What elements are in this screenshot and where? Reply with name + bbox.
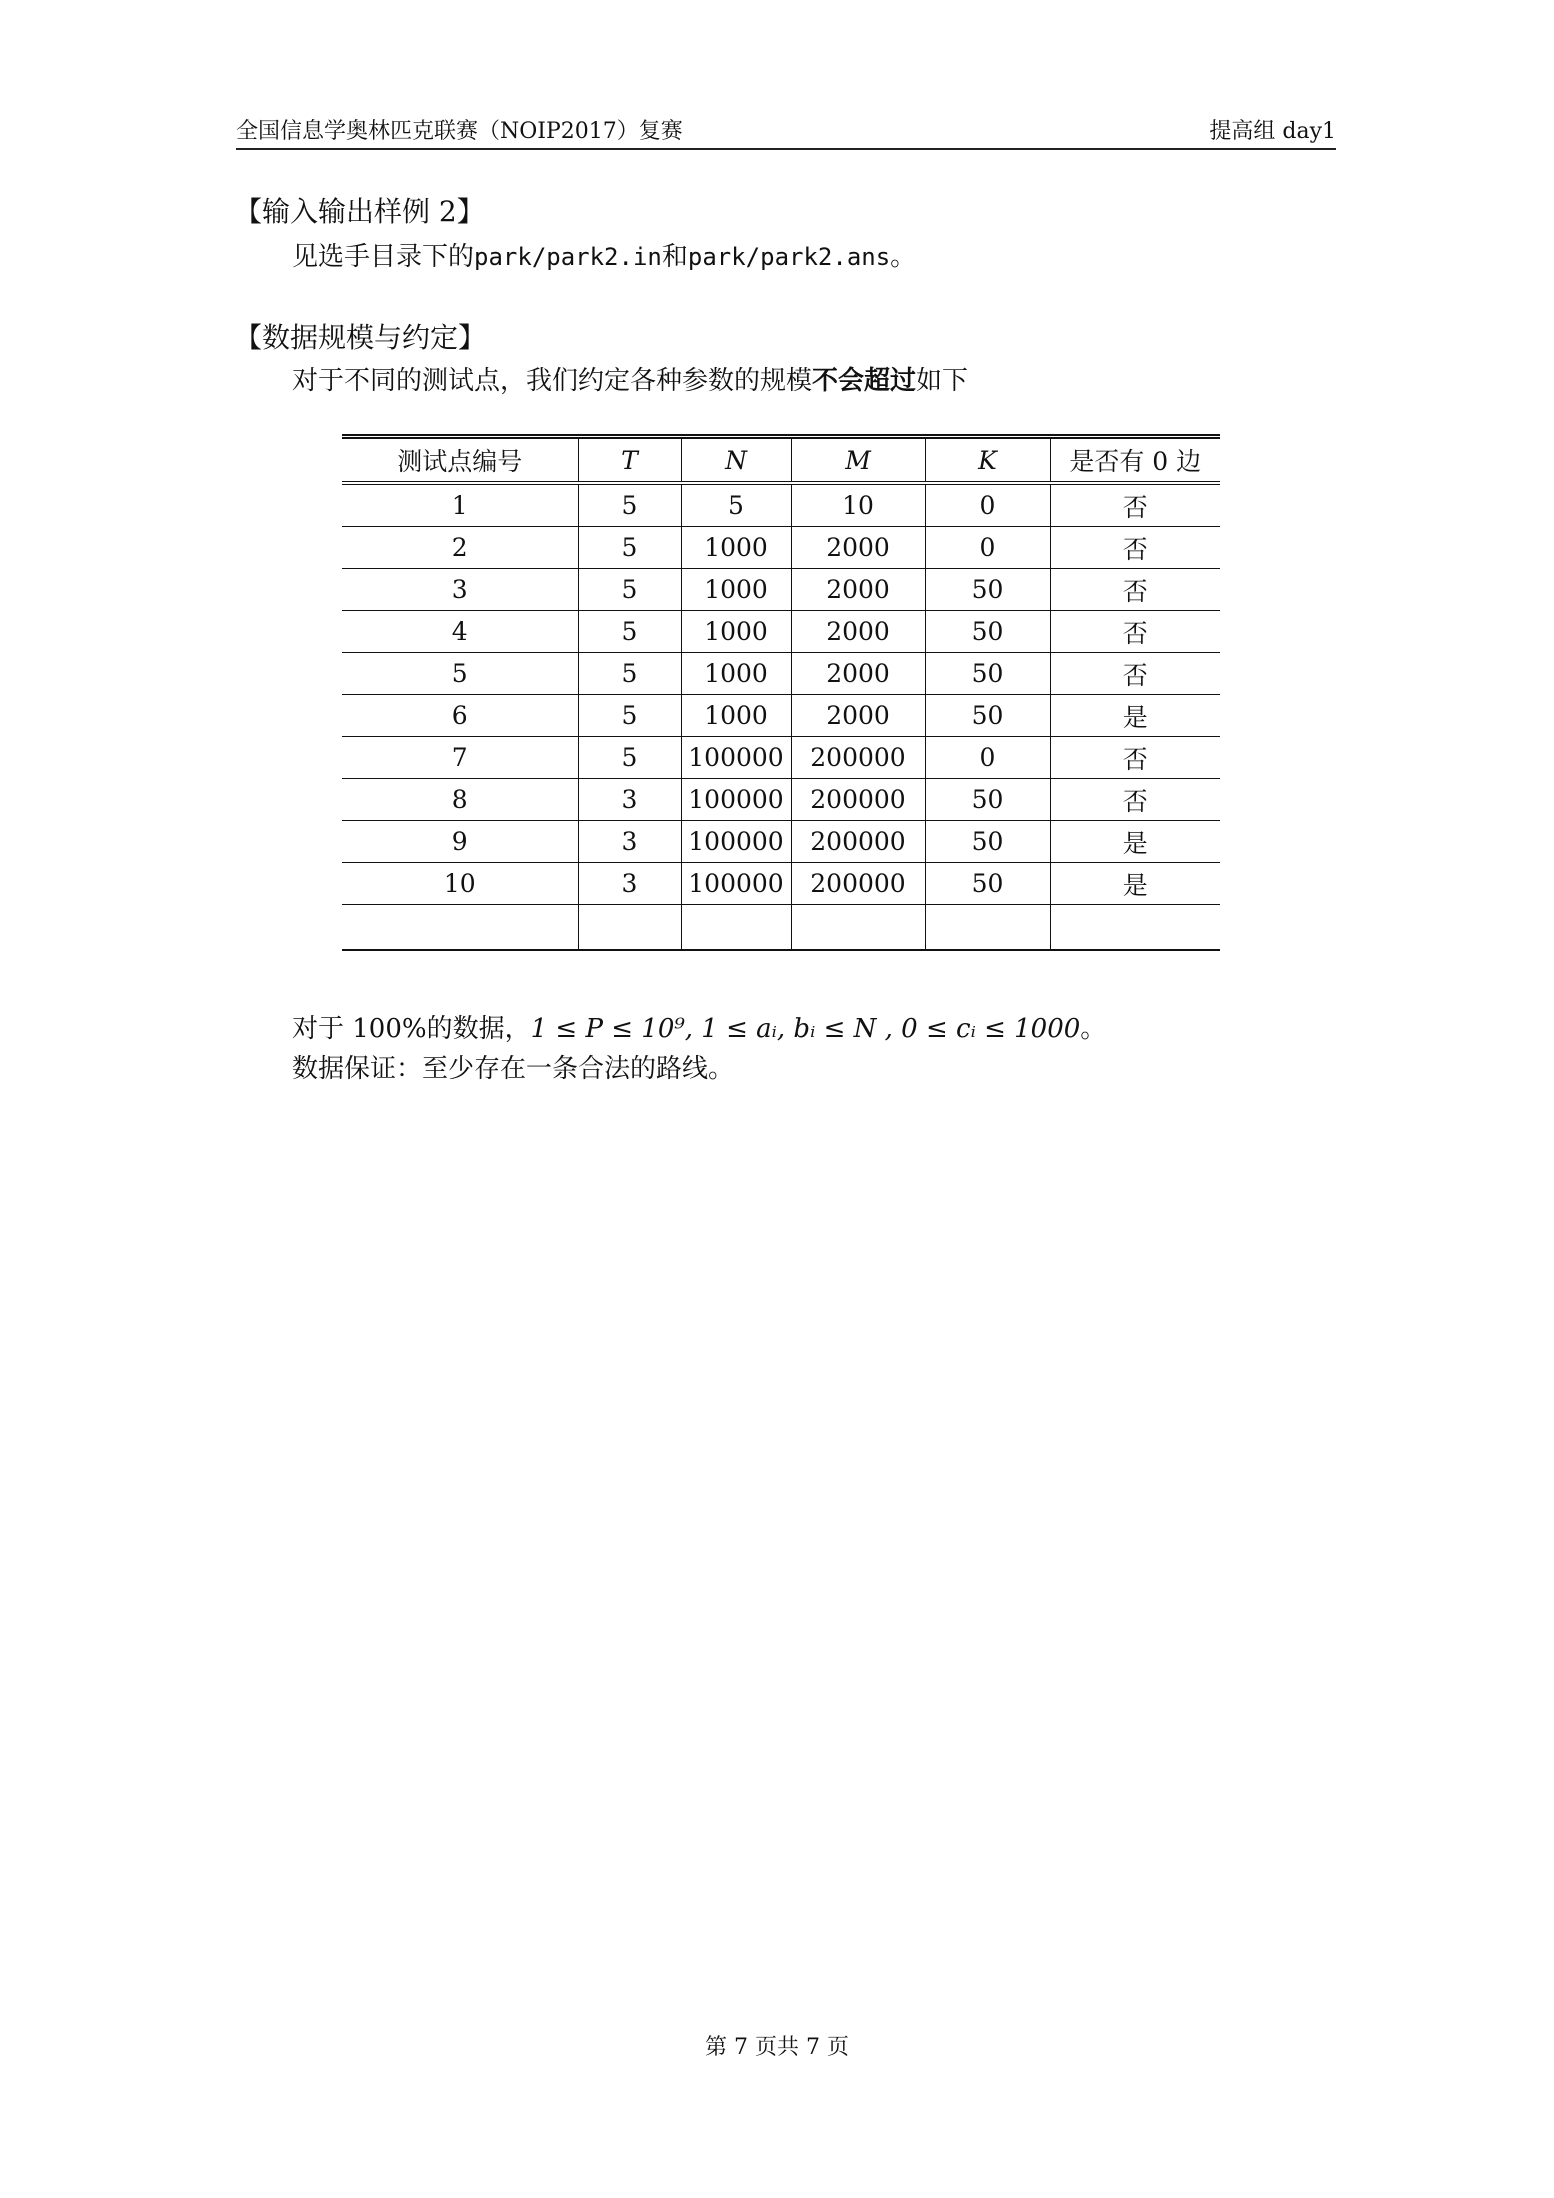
table-cell: 1000 bbox=[681, 569, 791, 611]
table-cell: 否 bbox=[1050, 737, 1220, 779]
constraint-note-1 bbox=[292, 1008, 1106, 1045]
table-cell: 2000 bbox=[791, 611, 925, 653]
table-cell: 50 bbox=[925, 653, 1050, 695]
table-cell: 5 bbox=[578, 695, 681, 737]
table-cell: 5 bbox=[681, 483, 791, 527]
sample-2-text bbox=[292, 236, 916, 273]
table-cell: 3 bbox=[342, 569, 578, 611]
table-header-row bbox=[342, 437, 1220, 484]
page-header bbox=[236, 112, 1336, 150]
table-cell: 200000 bbox=[791, 821, 925, 863]
table-cell: 否 bbox=[1050, 527, 1220, 569]
table-cell: 5 bbox=[578, 611, 681, 653]
constraints-table bbox=[342, 434, 1220, 951]
table-row bbox=[342, 863, 1220, 905]
sample-2-heading: 【输入输出样例 2】 bbox=[234, 195, 485, 228]
table-cell: 10 bbox=[342, 863, 578, 905]
table-cell: 50 bbox=[925, 821, 1050, 863]
table-cell: 否 bbox=[1050, 779, 1220, 821]
table-row bbox=[342, 779, 1220, 821]
table-cell: 6 bbox=[342, 695, 578, 737]
table-row bbox=[342, 611, 1220, 653]
table-cell: 1000 bbox=[681, 653, 791, 695]
table-cell: 50 bbox=[925, 779, 1050, 821]
table-cell bbox=[925, 905, 1050, 951]
table-cell: 50 bbox=[925, 611, 1050, 653]
table-cell bbox=[342, 905, 578, 951]
table-cell: 2000 bbox=[791, 653, 925, 695]
constraint-note-end: 。 bbox=[1080, 1014, 1107, 1044]
table-cell: 2 bbox=[342, 527, 578, 569]
constraints-intro bbox=[292, 360, 968, 397]
table-cell: 3 bbox=[578, 863, 681, 905]
table-cell: 0 bbox=[925, 483, 1050, 527]
table-cell: 10 bbox=[791, 483, 925, 527]
table-cell: 8 bbox=[342, 779, 578, 821]
column-header: M bbox=[791, 437, 925, 484]
input-file-name: park/park2.in bbox=[474, 243, 662, 271]
table-cell: 5 bbox=[578, 569, 681, 611]
table-cell: 4 bbox=[342, 611, 578, 653]
table-cell: 5 bbox=[342, 653, 578, 695]
column-header: K bbox=[925, 437, 1050, 484]
table-row bbox=[342, 527, 1220, 569]
table-body bbox=[342, 483, 1220, 950]
table-cell: 0 bbox=[925, 737, 1050, 779]
table-cell: 2000 bbox=[791, 527, 925, 569]
table-cell: 100000 bbox=[681, 779, 791, 821]
contest-title: 全国信息学奥林匹克联赛（NOIP2017）复赛 bbox=[236, 119, 683, 144]
table-row bbox=[342, 905, 1220, 951]
table-cell: 50 bbox=[925, 569, 1050, 611]
table-cell: 否 bbox=[1050, 653, 1220, 695]
constraint-note-prefix: 对于 100%的数据， bbox=[292, 1014, 531, 1044]
constraints-intro-bold: 不会超过 bbox=[812, 366, 917, 396]
column-header: T bbox=[578, 437, 681, 484]
table-cell: 否 bbox=[1050, 569, 1220, 611]
column-header: N bbox=[681, 437, 791, 484]
answer-file-name: park/park2.ans bbox=[687, 243, 891, 271]
table-cell: 100000 bbox=[681, 821, 791, 863]
table-cell: 50 bbox=[925, 695, 1050, 737]
table-cell: 5 bbox=[578, 527, 681, 569]
table-cell: 3 bbox=[578, 821, 681, 863]
table-cell: 5 bbox=[578, 653, 681, 695]
table-row bbox=[342, 569, 1220, 611]
table-cell: 200000 bbox=[791, 737, 925, 779]
table-cell: 200000 bbox=[791, 863, 925, 905]
column-header: 测试点编号 bbox=[342, 437, 578, 484]
table-cell: 1000 bbox=[681, 611, 791, 653]
sample-2-prefix: 见选手目录下的 bbox=[292, 242, 475, 272]
table-cell bbox=[791, 905, 925, 951]
table-cell: 1000 bbox=[681, 695, 791, 737]
sample-2-and: 和 bbox=[661, 242, 688, 272]
constraint-formula: 1 ≤ P ≤ 10⁹, 1 ≤ aᵢ, bᵢ ≤ N , 0 ≤ cᵢ ≤ 1000 bbox=[530, 1014, 1081, 1044]
table-cell: 0 bbox=[925, 527, 1050, 569]
table-cell: 1 bbox=[342, 483, 578, 527]
group-day-label: 提高组 day1 bbox=[1209, 119, 1336, 144]
table-cell: 100000 bbox=[681, 737, 791, 779]
table-cell bbox=[578, 905, 681, 951]
table-cell: 1000 bbox=[681, 527, 791, 569]
sample-2-end: 。 bbox=[890, 242, 917, 272]
table-row bbox=[342, 737, 1220, 779]
table-cell: 是 bbox=[1050, 863, 1220, 905]
table-cell bbox=[681, 905, 791, 951]
table-cell bbox=[1050, 905, 1220, 951]
constraint-note-2: 数据保证：至少存在一条合法的路线。 bbox=[292, 1054, 735, 1084]
table-row bbox=[342, 483, 1220, 527]
table-cell: 2000 bbox=[791, 695, 925, 737]
table-cell: 是 bbox=[1050, 695, 1220, 737]
table-cell: 是 bbox=[1050, 821, 1220, 863]
table-row bbox=[342, 653, 1220, 695]
table-cell: 2000 bbox=[791, 569, 925, 611]
table-cell: 3 bbox=[578, 779, 681, 821]
table-cell: 50 bbox=[925, 863, 1050, 905]
table-cell: 否 bbox=[1050, 483, 1220, 527]
table-row bbox=[342, 821, 1220, 863]
table-cell: 5 bbox=[578, 483, 681, 527]
constraints-intro-prefix: 对于不同的测试点，我们约定各种参数的规模 bbox=[292, 366, 813, 396]
table-row bbox=[342, 695, 1220, 737]
table-cell: 否 bbox=[1050, 611, 1220, 653]
constraints-heading: 【数据规模与约定】 bbox=[234, 321, 487, 354]
table-cell: 9 bbox=[342, 821, 578, 863]
page-footer: 第 7 页共 7 页 bbox=[705, 2035, 849, 2060]
constraints-intro-suffix: 如下 bbox=[916, 366, 969, 396]
column-header: 是否有 0 边 bbox=[1050, 437, 1220, 484]
table-cell: 5 bbox=[578, 737, 681, 779]
table-cell: 7 bbox=[342, 737, 578, 779]
table-cell: 200000 bbox=[791, 779, 925, 821]
table-cell: 100000 bbox=[681, 863, 791, 905]
